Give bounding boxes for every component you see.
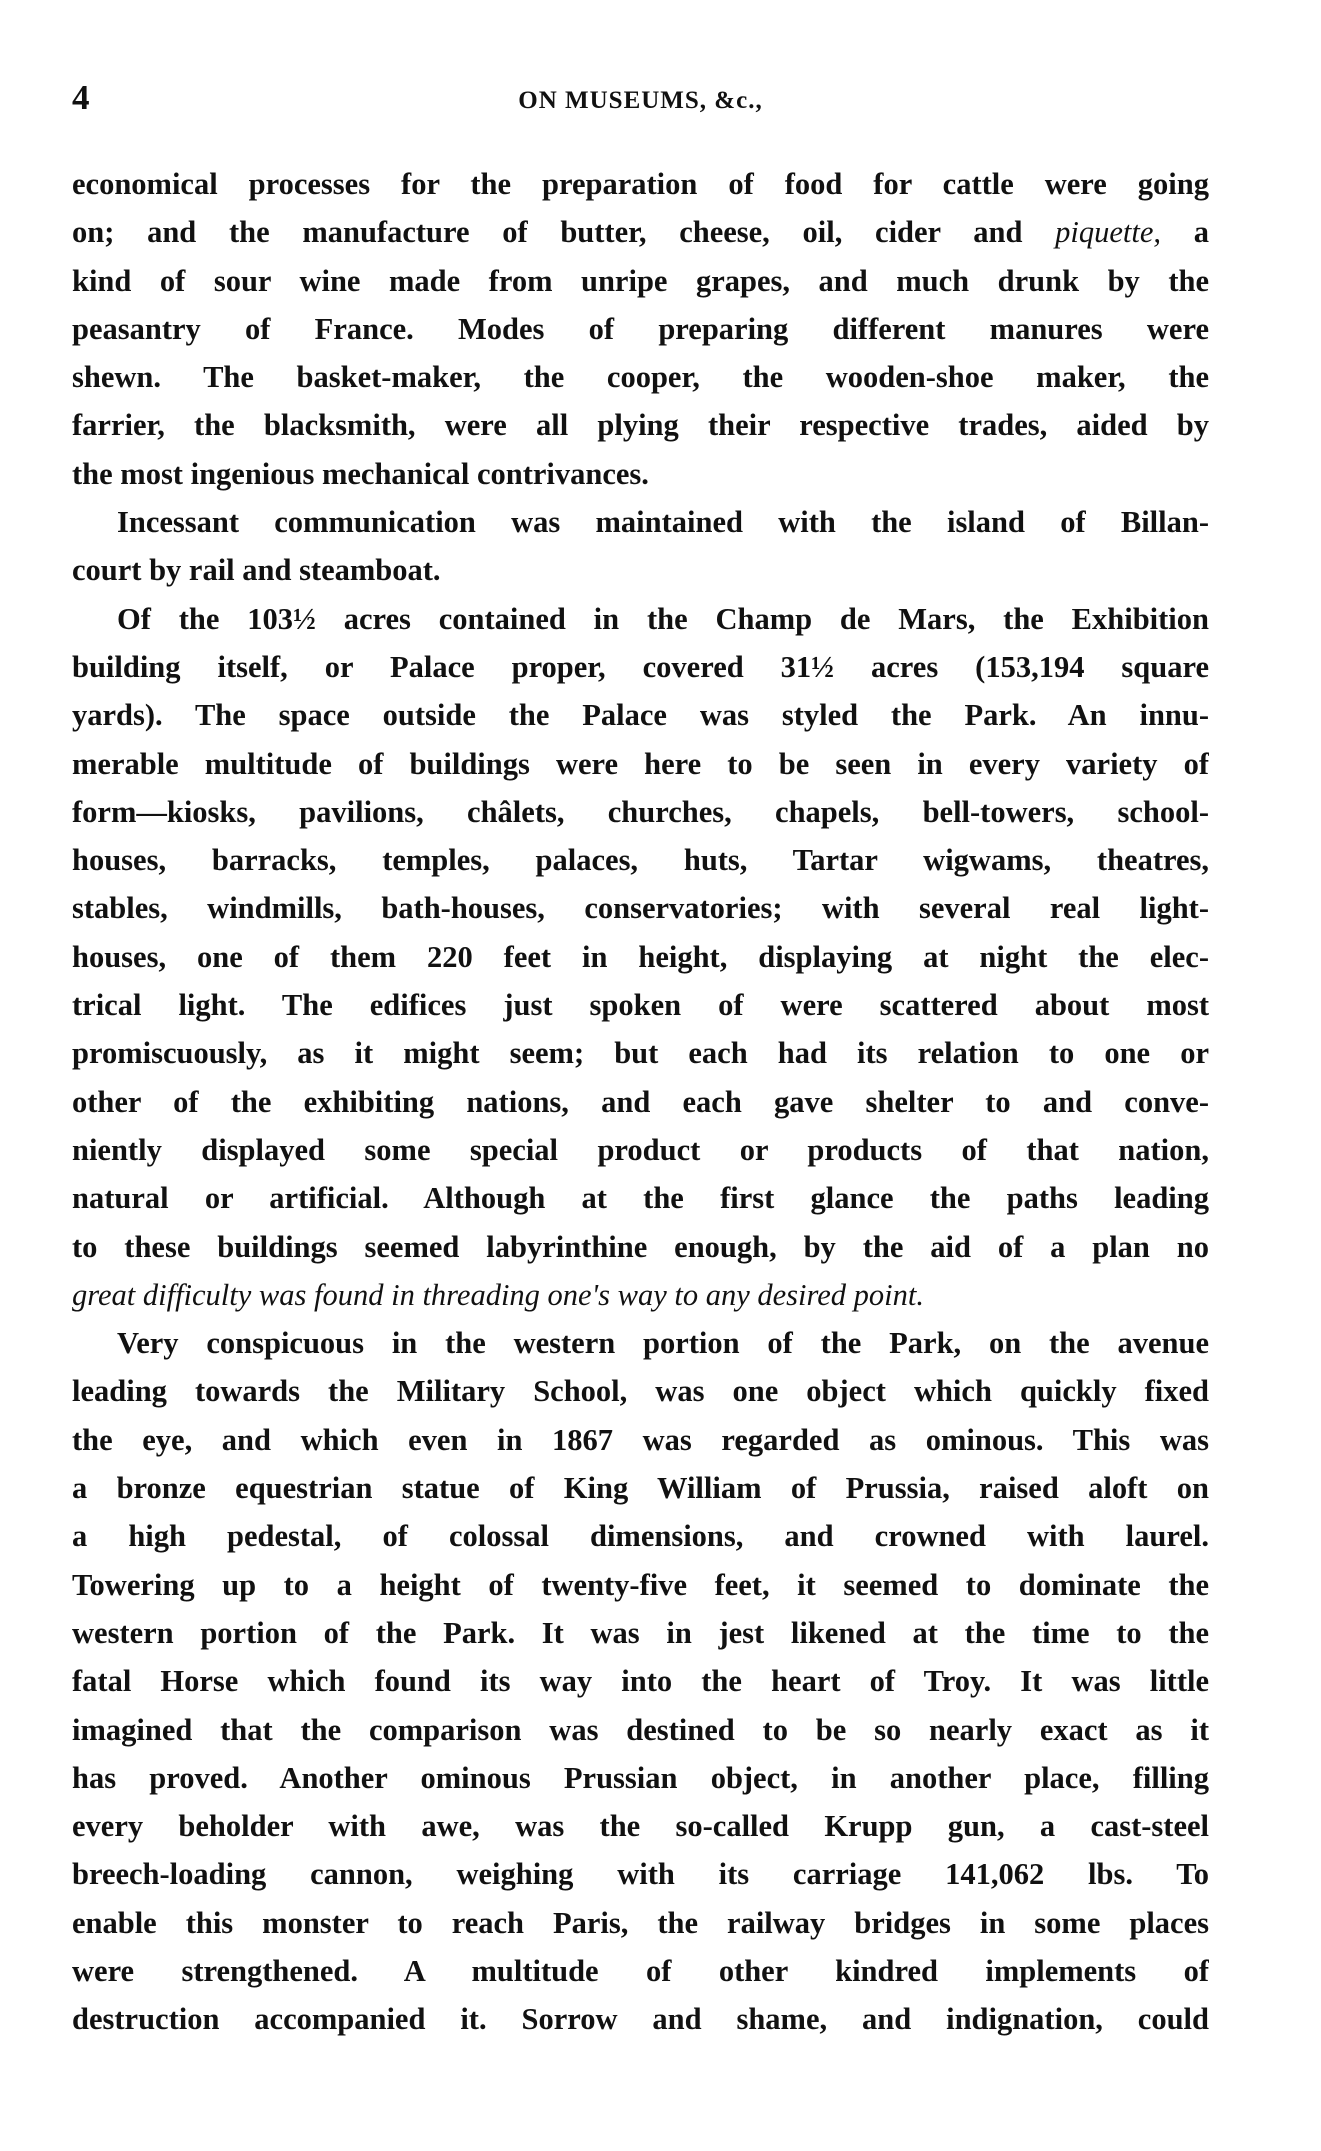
text-segment: on; and the manufacture of butter, cheese, oil, cider and [72, 215, 1023, 250]
text-line: leading towards the Military School, was one object which quickly fixed [72, 1374, 1209, 1409]
text-line: were strengthened. A multitude of other kindred implements of [72, 1953, 1209, 1988]
page-number: 4 [72, 78, 90, 117]
body-text [72, 160, 1209, 2044]
text-line: destruction accompanied it. Sorrow and shame, and indignation, could [72, 2002, 1209, 2037]
text-line: a bronze equestrian statue of King William of Prussia, raised aloft on [72, 1471, 1209, 1506]
text-line: shewn. The basket-maker, the cooper, the wooden-shoe maker, the [72, 360, 1209, 395]
text-line: kind of sour wine made from unripe grapes, and much drunk by the [72, 263, 1209, 298]
text-line: merable multitude of buildings were here to be seen in every variety of [72, 746, 1209, 781]
text-line: natural or artificial. Although at the first glance the paths leading [72, 1181, 1209, 1216]
text-segment: a [1161, 215, 1209, 250]
italic-term: piquette, [1055, 215, 1162, 250]
text-line: Of the 103½ acres contained in the Champ de Mars, the Exhibition [117, 601, 1209, 636]
text-line: niently displayed some special product or products of that nation, [72, 1132, 1209, 1167]
text-line: promiscuously, as it might seem; but each had its relation to one or [72, 1036, 1209, 1071]
text-line: breech-loading cannon, weighing with its carriage 141,062 lbs. To [72, 1857, 1209, 1892]
book-page [72, 78, 1209, 2078]
text-line [72, 208, 1209, 256]
text-line: trical light. The edifices just spoken of were scattered about most [72, 988, 1209, 1023]
text-line: the eye, and which even in 1867 was regarded as ominous. This was [72, 1422, 1209, 1457]
text-line: a high pedestal, of colossal dimensions, and crowned with laurel. [72, 1519, 1209, 1554]
text-line: houses, barracks, temples, palaces, huts, Tartar wigwams, theatres, [72, 843, 1209, 878]
text-line: building itself, or Palace proper, covered 31½ acres (153,194 square [72, 649, 1209, 684]
text-line: Incessant communication was maintained with the island of Billan- [117, 505, 1209, 540]
text-line: Very conspicuous in the western portion of the Park, on the avenue [117, 1326, 1209, 1361]
text-line: court by rail and steamboat. [72, 553, 441, 588]
text-line: other of the exhibiting nations, and each gave shelter to and conve- [72, 1084, 1209, 1119]
text-line: form—kiosks, pavilions, châlets, churches, chapels, bell-towers, school- [72, 794, 1209, 829]
text-line: imagined that the comparison was destined to be so nearly exact as it [72, 1712, 1209, 1747]
running-title: ON MUSEUMS, &c., [518, 87, 763, 114]
text-line: has proved. Another ominous Prussian object, in another place, filling [72, 1760, 1209, 1795]
text-line: every beholder with awe, was the so-called Krupp gun, a cast-steel [72, 1809, 1209, 1844]
text-line: stables, windmills, bath-houses, conservatories; with several real light- [72, 891, 1209, 926]
text-line: economical processes for the preparation of food for cattle were going [72, 167, 1209, 201]
text-line: western portion of the Park. It was in jest likened at the time to the [72, 1615, 1209, 1650]
text-line: to these buildings seemed labyrinthine enough, by the aid of a plan no [72, 1229, 1209, 1264]
text-line: the most ingenious mechanical contrivances. [72, 456, 649, 491]
text-line: yards). The space outside the Palace was styled the Park. An innu- [72, 698, 1209, 733]
text-line: farrier, the blacksmith, were all plying their respective trades, aided by [72, 408, 1209, 443]
text-line: houses, one of them 220 feet in height, displaying at night the elec- [72, 939, 1209, 974]
text-line: peasantry of France. Modes of preparing different manures were [72, 311, 1209, 346]
text-line: great difficulty was found in threading one's way to any desired point. [72, 1277, 924, 1312]
text-line: Towering up to a height of twenty-five feet, it seemed to dominate the [72, 1567, 1209, 1602]
running-head [72, 78, 1209, 136]
text-line: enable this monster to reach Paris, the railway bridges in some places [72, 1905, 1209, 1940]
text-line: fatal Horse which found its way into the heart of Troy. It was little [72, 1664, 1209, 1699]
